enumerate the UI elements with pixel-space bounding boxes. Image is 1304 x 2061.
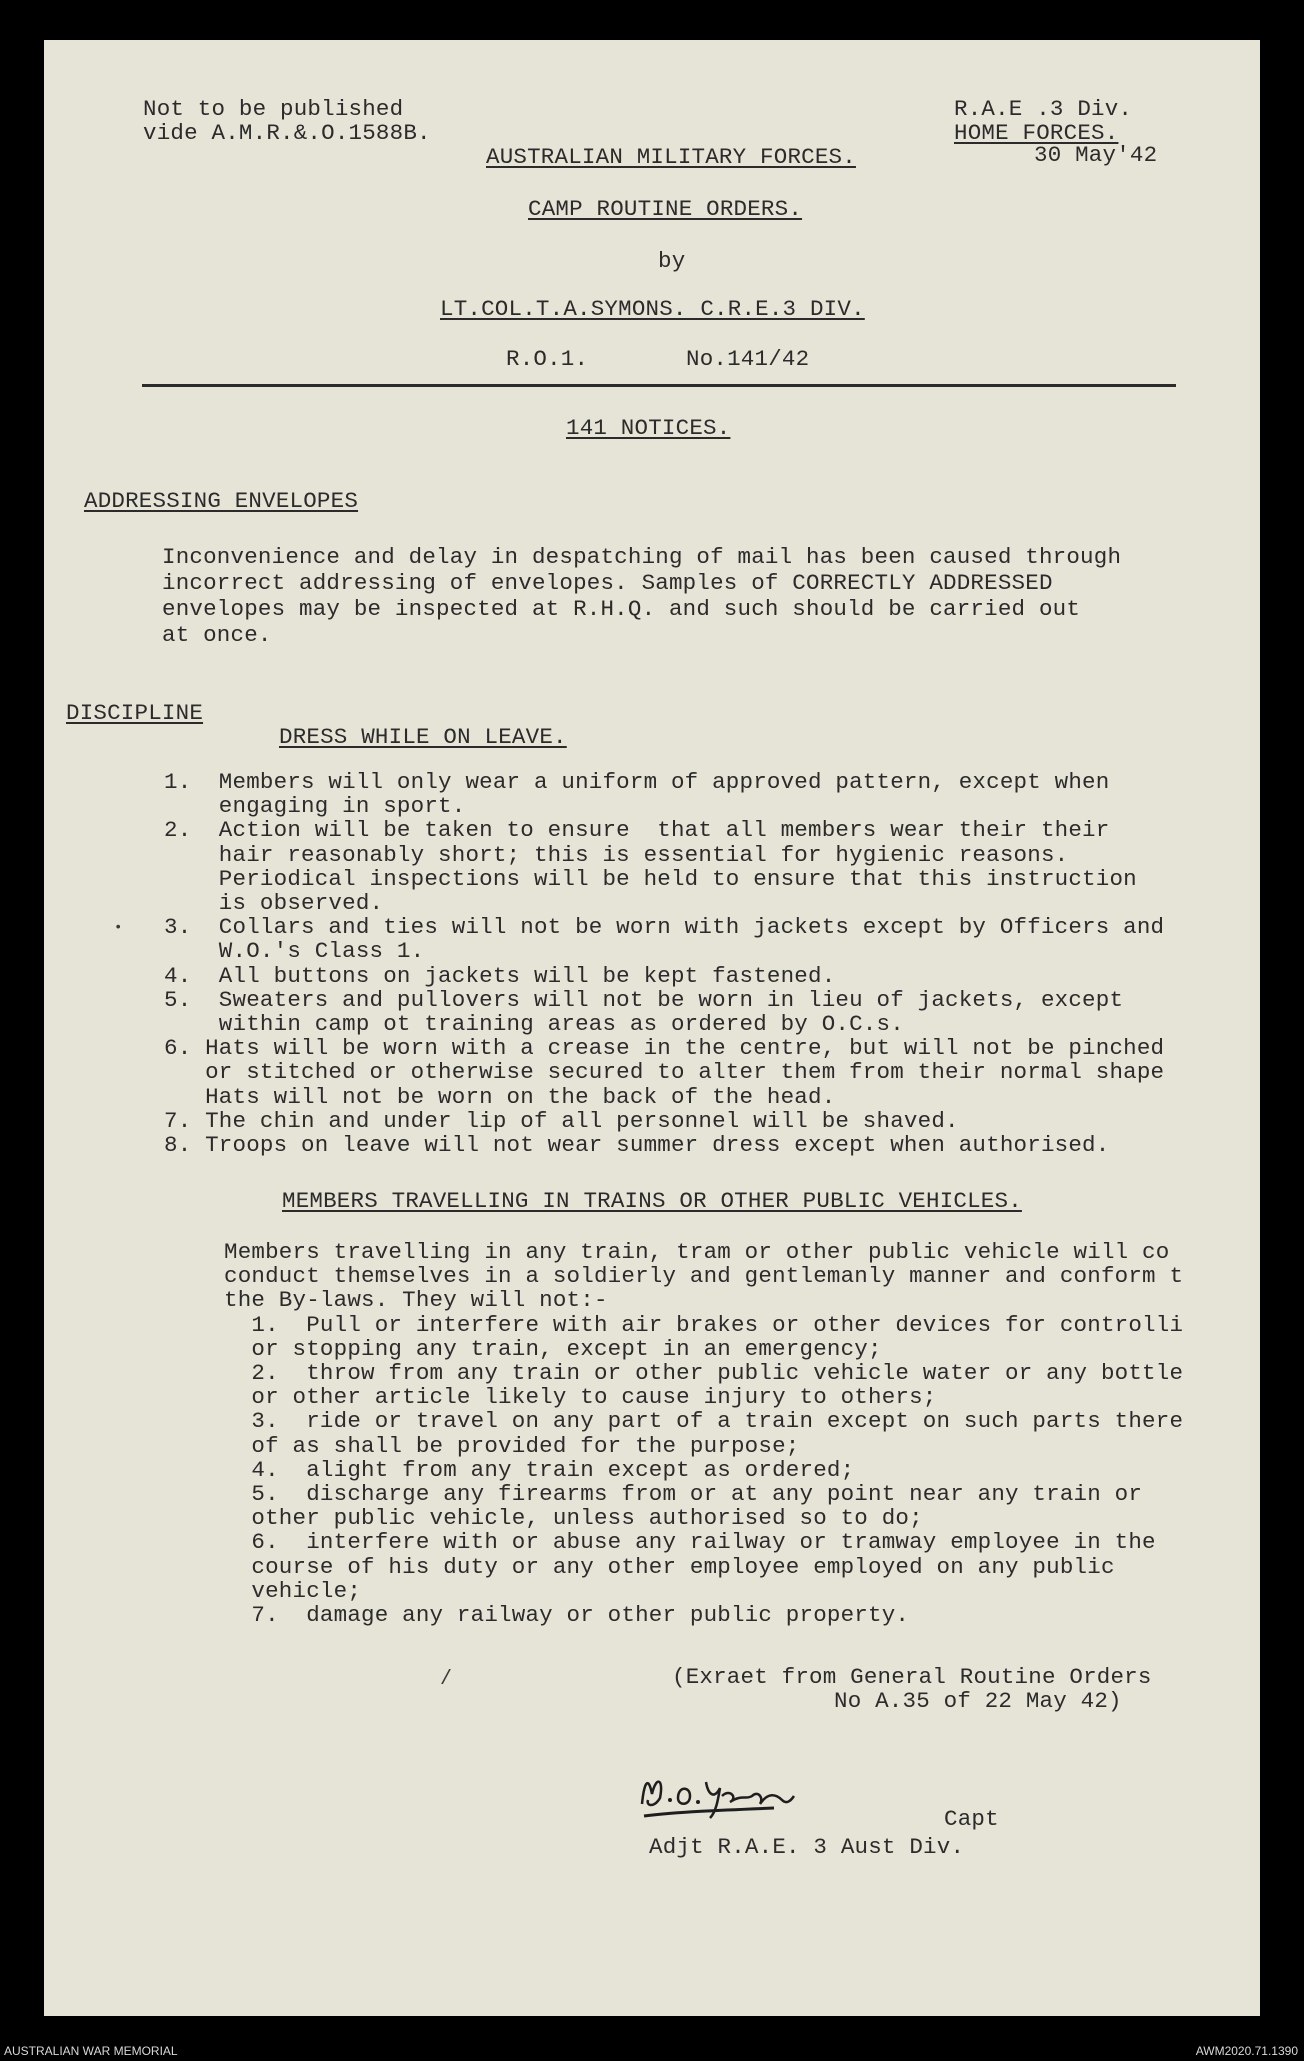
travel-rules-list [224,1240,1183,1627]
dress-rule-line: 1. Members will only wear a uniform of approved pattern, except when [164,769,1110,795]
dress-rule-line: or stitched or otherwise secured to alter them from their normal shape [164,1059,1165,1086]
orders-title: CAMP ROUTINE ORDERS. [528,196,803,222]
travel-rule-line: 7. damage any railway or other public property. [224,1602,910,1629]
dress-rule-line: 4. All buttons on jackets will be kept fastened. [164,962,836,989]
addressing-heading: ADDRESSING ENVELOPES [84,488,359,514]
addressing-line: incorrect addressing of envelopes. Samples of CORRECTLY ADDRESSED [162,570,1053,596]
travel-rule-line: or stopping any train, except in an emergency; [224,1335,882,1362]
archive-reference: AWM2020.71.1390 [1195,2044,1298,2058]
home-forces-label: HOME FORCES. [954,120,1119,146]
addressing-line: envelopes may be inspected at R.H.Q. and such should be carried out [162,596,1081,622]
dress-rule-line: is observed. [164,890,384,917]
ink-mark: / [440,1668,453,1691]
by-label: by [658,248,686,274]
discipline-heading: DISCIPLINE [66,700,204,726]
dress-rule-line: Periodical inspections will be held to ensure that this instruction [164,865,1137,892]
publication-restriction: Not to be published [143,96,404,122]
handwritten-signature [634,1764,804,1824]
travel-rule-line: other public vehicle, unless authorised so to do; [224,1505,923,1532]
travel-rule-line: of as shall be provided for the purpose; [224,1432,800,1459]
travel-rule-line: the By-laws. They will not:- [224,1287,608,1314]
orders-number: No.141/42 [686,346,810,372]
travel-heading: MEMBERS TRAVELLING IN TRAINS OR OTHER PUBLIC VEHICLES. [282,1188,1022,1214]
dress-rules-list [164,770,1164,1157]
addressing-paragraph [162,544,1121,648]
addressing-line: at once. [162,622,272,648]
travel-rule-line: conduct themselves in a soldierly and gentlemanly manner and conform t [224,1263,1184,1290]
travel-rule-line: Members travelling in any train, tram or other public vehicle will co [224,1239,1170,1265]
dress-rule-line: 8. Troops on leave will not wear summer dress except when authorised. [164,1132,1110,1159]
travel-rule-line: 5. discharge any firearms from or at any point near any train or [224,1481,1143,1508]
dress-subheading: DRESS WHILE ON LEAVE. [279,724,567,750]
issuing-officer: LT.COL.T.A.SYMONS. C.R.E.3 DIV. [440,296,865,322]
extract-reference-number: No A.35 of 22 May 42) [834,1688,1122,1714]
unit-designation: R.A.E .3 Div. [954,96,1133,122]
dress-rule-line: engaging in sport. [164,793,466,820]
document-date: 30 May'42 [1034,142,1158,168]
dress-rule-line: 3. Collars and ties will not be worn with jackets except by Officers and [164,914,1165,941]
dress-rule-line: 5. Sweaters and pullovers will not be worn in lieu of jackets, except [164,986,1124,1013]
addressing-line: Inconvenience and delay in despatching of mail has been caused through [162,544,1122,570]
travel-rule-line: vehicle; [224,1577,362,1604]
travel-rule-line: 4. alight from any train except as ordered; [224,1456,855,1483]
notices-heading: 141 NOTICES. [566,415,731,441]
publication-reference: vide A.M.R.&.O.1588B. [143,120,431,146]
travel-rule-line: or other article likely to cause injury to others; [224,1384,937,1411]
document-page [44,40,1260,2016]
archive-credit: AUSTRALIAN WAR MEMORIAL [4,2044,178,2058]
travel-rule-line: course of his duty or any other employee employed on any public [224,1553,1115,1580]
orders-reference: R.O.1. [506,346,589,372]
dress-rule-line: W.O.'s Class 1. [164,938,425,965]
dress-rule-line: hair reasonably short; this is essential for hygienic reasons. [164,841,1069,868]
travel-rule-line: 1. Pull or interfere with air brakes or other devices for controlli [224,1311,1184,1338]
dress-rule-line: Hats will not be worn on the back of the head. [164,1083,836,1110]
header-divider [142,384,1176,387]
ink-dot: • [114,920,123,936]
organization-title: AUSTRALIAN MILITARY FORCES. [486,144,856,170]
travel-rule-line: 3. ride or travel on any part of a train except on such parts there [224,1408,1184,1435]
dress-rule-line: 7. The chin and under lip of all personnel will be shaved. [164,1107,959,1134]
signatory-title: Adjt R.A.E. 3 Aust Div. [649,1834,965,1860]
dress-rule-line: within camp ot training areas as ordered by O.C.s. [164,1011,904,1038]
extract-reference: (Exraet from General Routine Orders [672,1664,1152,1690]
travel-rule-line: 6. interfere with or abuse any railway or tramway employee in the [224,1529,1156,1556]
travel-rule-line: 2. throw from any train or other public vehicle water or any bottle [224,1360,1184,1387]
signatory-rank: Capt [944,1806,999,1832]
dress-rule-line: 6. Hats will be worn with a crease in the centre, but will not be pinched [164,1035,1165,1062]
dress-rule-line: 2. Action will be taken to ensure that all members wear their their [164,817,1110,844]
